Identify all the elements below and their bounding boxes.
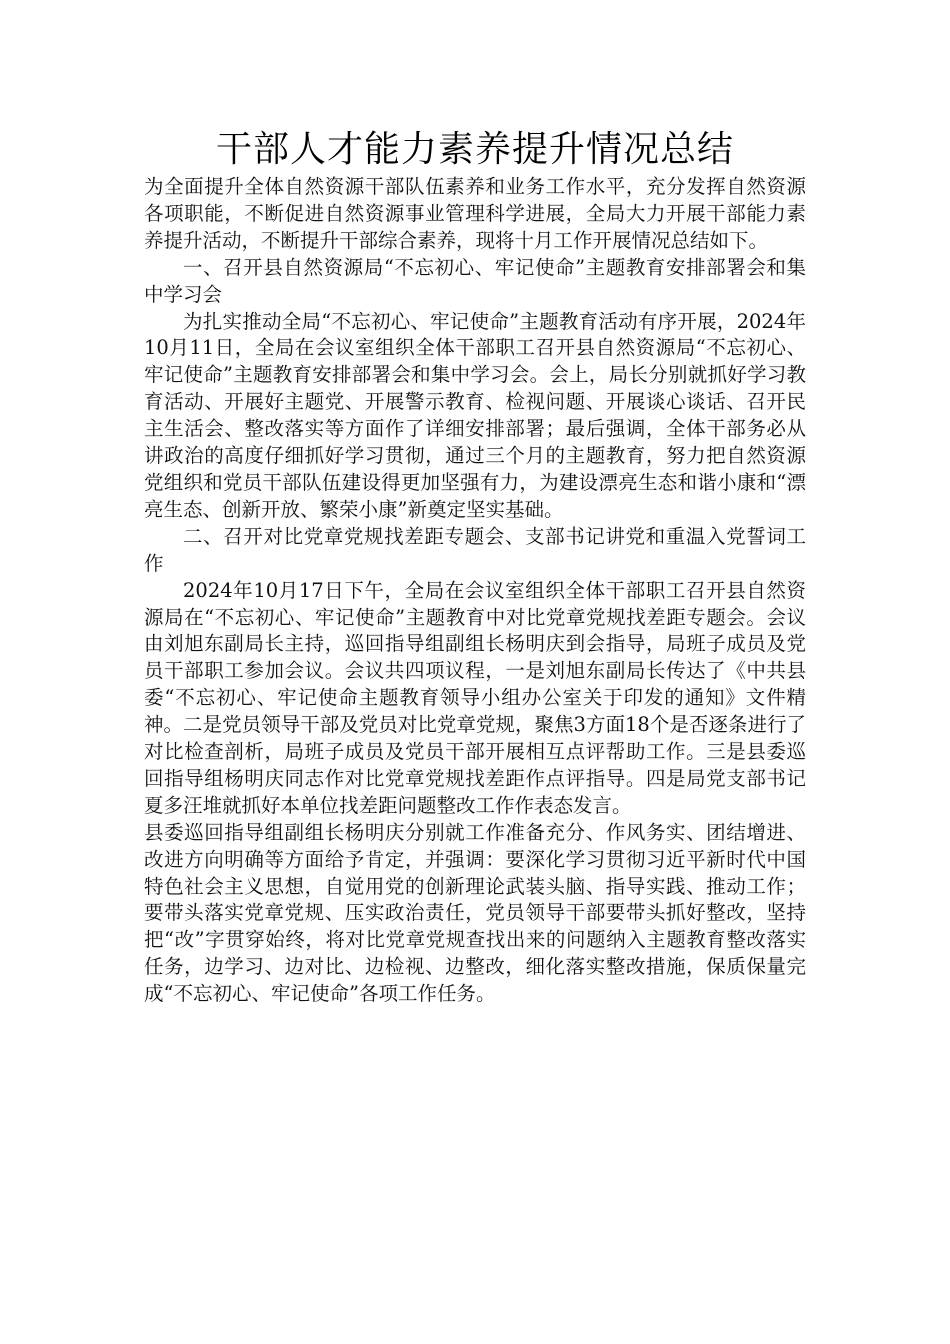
section-2-paragraph: 2024年10月17日下午，全局在会议室组织全体干部职工召开县自然资源局在“不忘初心、牢记使命”主题教育中对比党章党规找差距专题会。会议由刘旭东副局长主持，巡回指导组副组长杨明庆到会指导，局班子成员及党员干部职工参加会议。会议共四项议程，一是刘旭东副局长传达了《中共县委“不忘初心、牢记使命主题教育领导小组办公室关于印发的通知》文件精神。二是党员领导干部及党员对比党章党规，聚焦3方面18个是否逐条进行了对比检查剖析，局班子成员及党员干部开展相互点评帮助工作。三是县委巡回指导组杨明庆同志作对比党章党规找差距作点评指导。四是局党支部书记夏多汪堆就抓好本单位找差距问题整改工作作表态发言。 <box>144 578 806 817</box>
section-1-paragraph: 为扎实推动全局“不忘初心、牢记使命”主题教育活动有序开展，2024年10月11日，全局在会议室组织全体干部职工召开县自然资源局“不忘初心、牢记使命”主题教育安排部署会和集中学习会。会上，局长分别就抓好学习教育活动、开展好主题党、开展警示教育、检视问题、开展谈心谈话、召开民主生活会、整改落实等方面作了详细安排部署；最后强调，全体干部务必从讲政治的高度仔细抓好学习贯彻，通过三个月的主题教育，努力把自然资源党组织和党员干部队伍建设得更加坚强有力，为建设漂亮生态和谐小康和“漂亮生态、创新开放、繁荣小康”新奠定坚实基础。 <box>144 309 806 521</box>
intro-paragraph: 为全面提升全体自然资源干部队伍素养和业务工作水平，充分发挥自然资源各项职能，不断促进自然资源事业管理科学进展，全局大力开展干部能力素养提升活动，不断提升干部综合素养，现将十月工作开展情况总结如下。 <box>144 175 806 252</box>
document-title: 干部人才能力素养提升情况总结 <box>215 129 734 170</box>
section-heading-1: 一、召开县自然资源局“不忘初心、牢记使命”主题教育安排部署会和集中学习会 <box>144 255 806 306</box>
section-heading-2: 二、召开对比党章党规找差距专题会、支部书记讲党和重温入党誓词工作 <box>144 524 806 575</box>
section-2-paragraph-continued: 县委巡回指导组副组长杨明庆分别就工作准备充分、作风务实、团结增进、改进方向明确等方面给予肯定，并强调：要深化学习贯彻习近平新时代中国特色社会主义思想，自觉用党的创新理论武装头脑、指导实践、推动工作；要带头落实党章党规、压实政治责任，党员领导干部要带头抓好整改，坚持把“改”字贯穿始终，将对比党章党规查找出来的问题纳入主题教育整改落实任务，边学习、边对比、边检视、边整改，细化落实整改措施，保质保量完成“不忘初心、牢记使命”各项工作任务。 <box>144 820 806 1006</box>
document-body <box>144 174 806 1008</box>
